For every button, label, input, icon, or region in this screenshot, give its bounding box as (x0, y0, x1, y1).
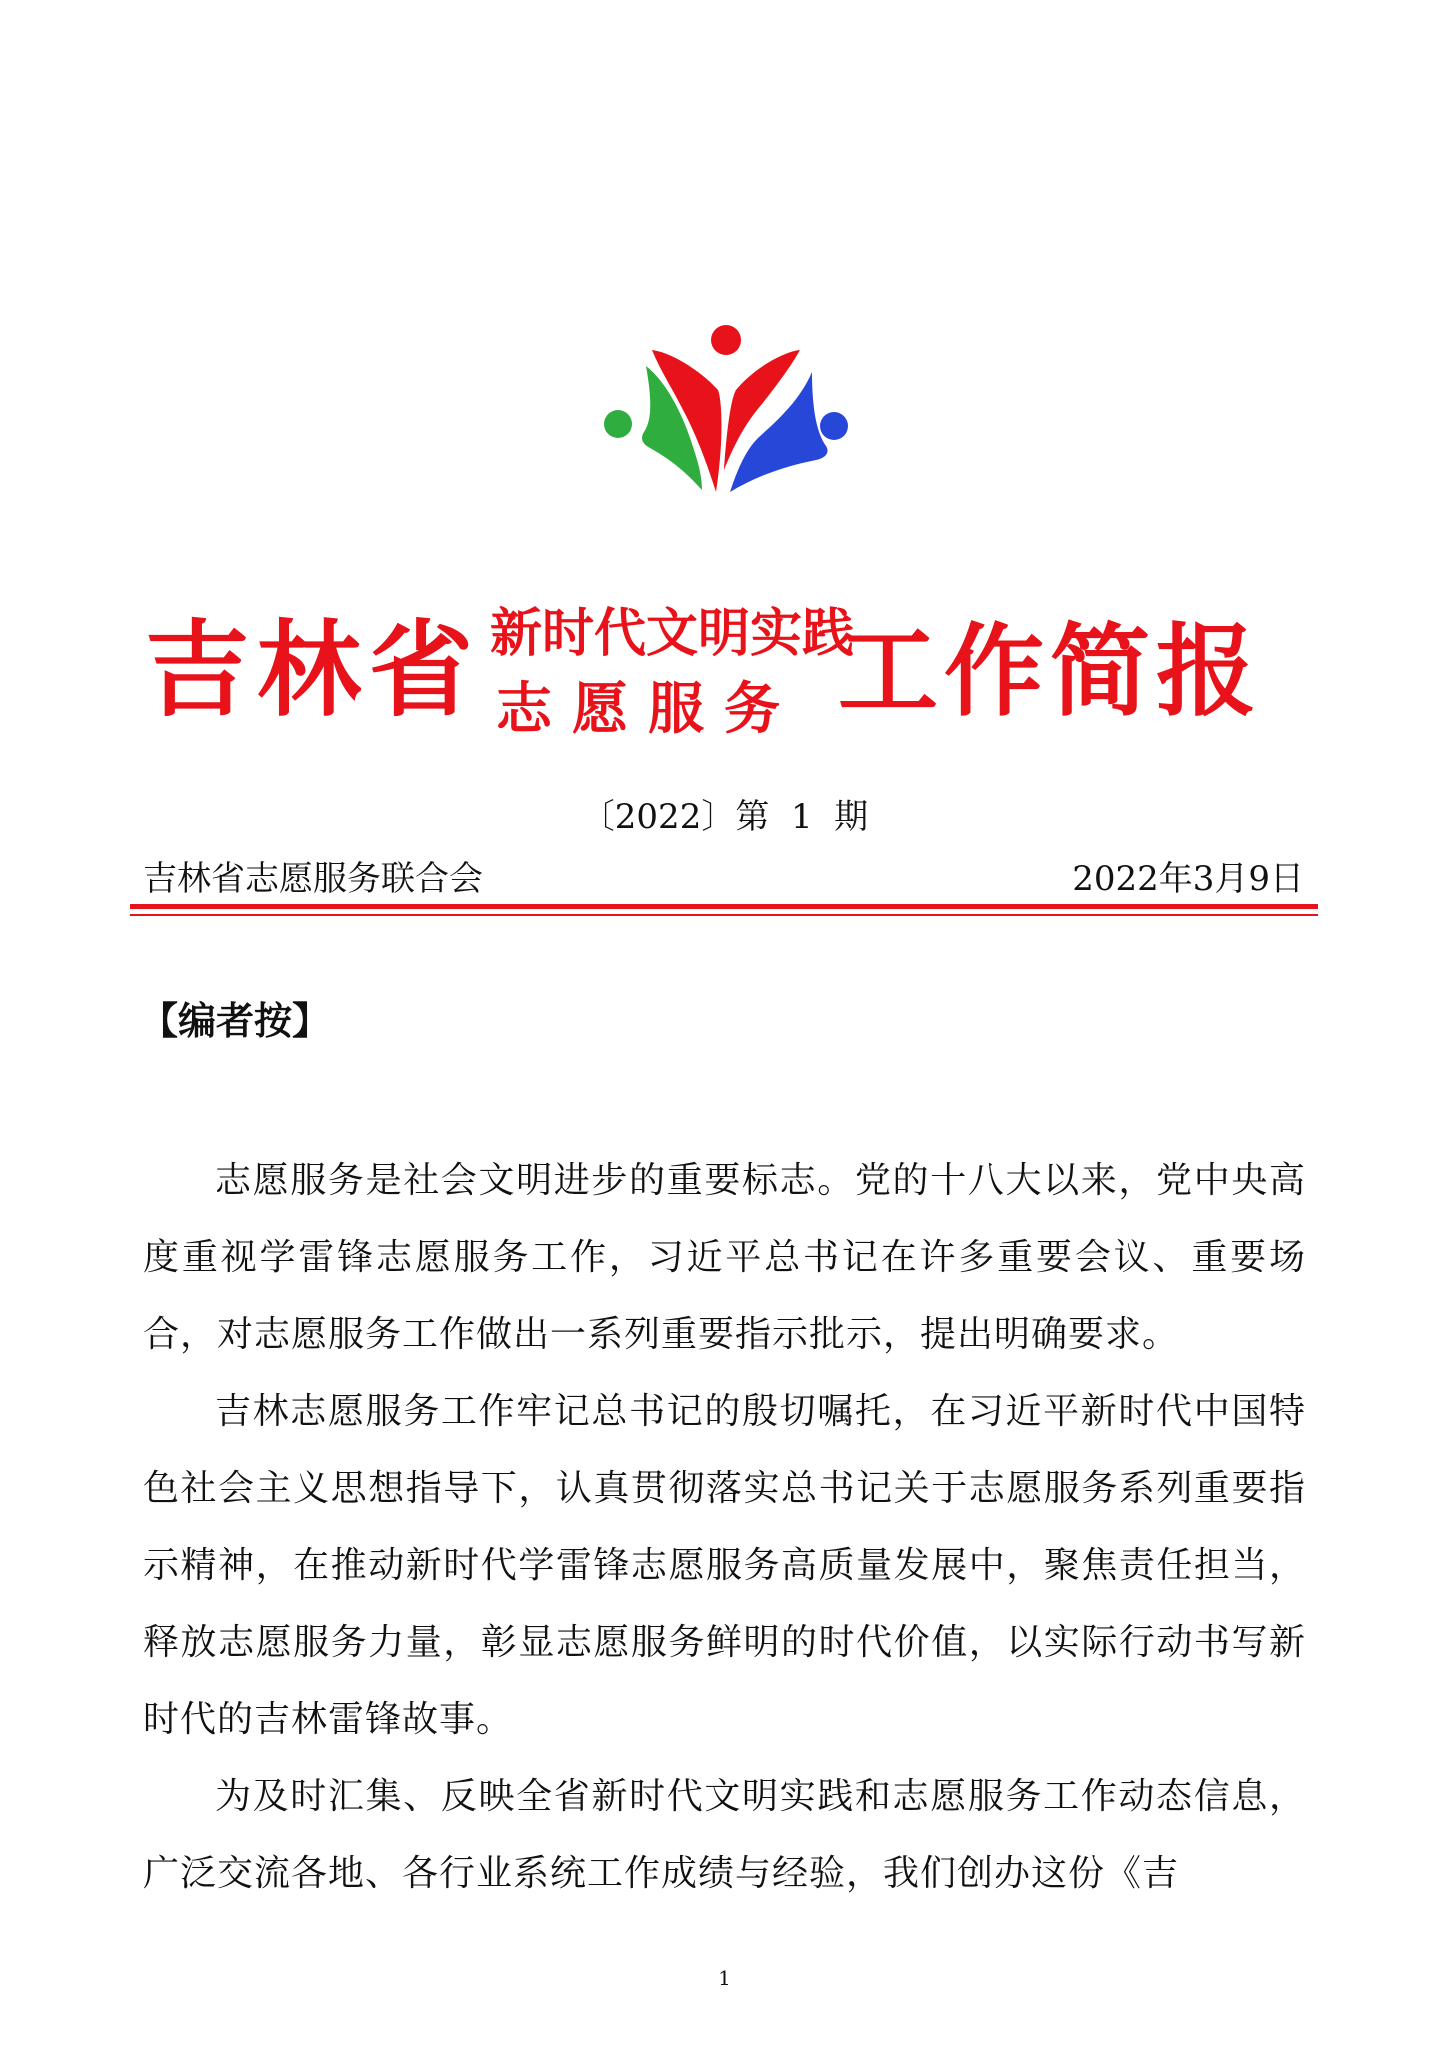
header-rule-thin (130, 914, 1318, 916)
volunteer-people-logo-icon (590, 320, 860, 495)
editor-note-heading: 【编者按】 (140, 999, 331, 1043)
paragraph: 志愿服务是社会文明进步的重要标志。党的十八大以来，党中央高度重视学雷锋志愿服务工作，习近平总书记在许多重要会议、重要场合，对志愿服务工作做出一系列重要指示批示，提出明确要求。 (143, 1160, 1306, 1355)
page-number: 1 (718, 1966, 731, 1990)
paragraph: 为及时汇集、反映全省新时代文明实践和志愿服务工作动态信息，广泛交流各地、各行业系统工作成绩与经验，我们创办这份《吉 (143, 1776, 1306, 1894)
publisher-name: 吉林省志愿服务联合会 (143, 859, 483, 899)
editor-note-body (143, 1142, 1306, 1912)
masthead-subtitle-bottom: 志愿服务 (496, 677, 800, 742)
paragraph: 吉林志愿服务工作牢记总书记的殷切嘱托，在习近平新时代中国特色社会主义思想指导下，认真贯彻落实总书记关于志愿服务系列重要指示精神，在推动新时代学雷锋志愿服务高质量发展中，聚焦责任担当，释放志愿服务力量，彰显志愿服务鲜明的时代价值，以实际行动书写新时代的吉林雷锋故事。 (143, 1391, 1306, 1740)
header-rule-thick (130, 904, 1318, 909)
masthead-subtitle-top: 新时代文明实践 (490, 604, 855, 664)
publication-date: 2022年3月9日 (1072, 859, 1304, 899)
masthead-suffix: 工作简报 (838, 613, 1262, 730)
issue-number: 〔2022〕第 1 期 (580, 797, 869, 837)
masthead-province: 吉林省 (145, 609, 482, 731)
